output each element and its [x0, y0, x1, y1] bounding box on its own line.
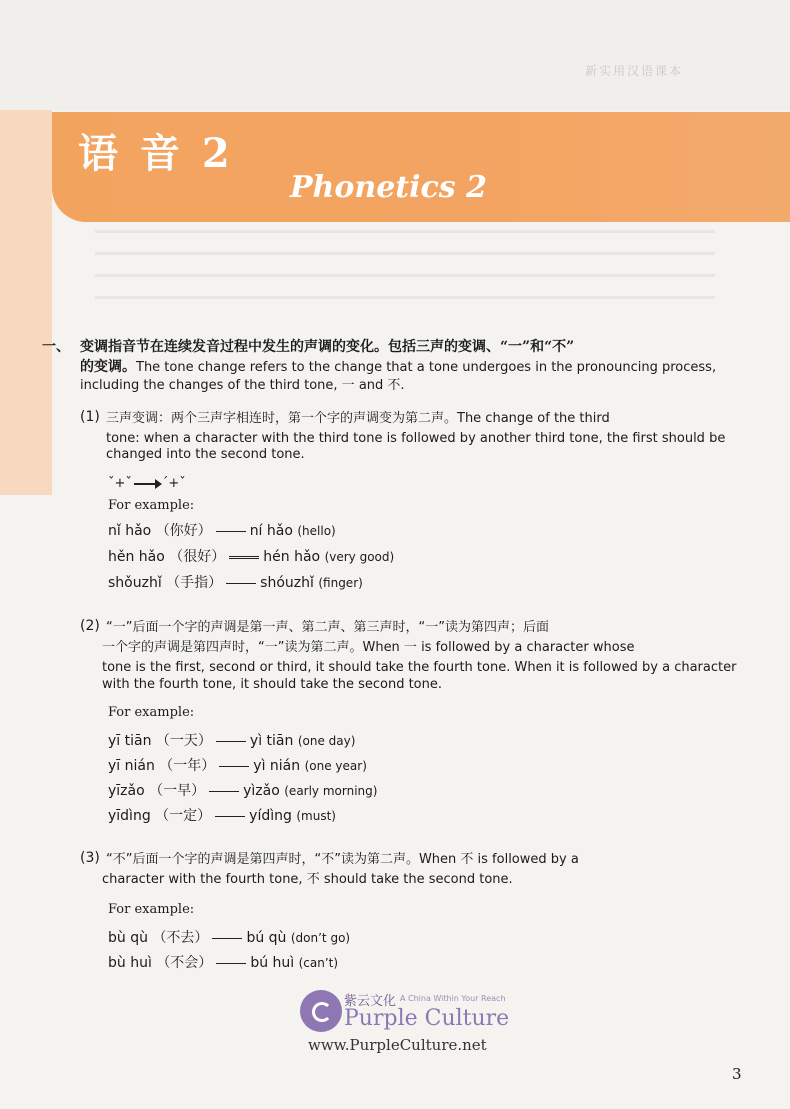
example-pinyin: shǒuzhǐ [108, 575, 162, 591]
example-chars: （不会） [156, 955, 213, 971]
example-pinyin: yīdìng [108, 808, 151, 824]
example-row [108, 520, 336, 540]
show-through-text [95, 230, 715, 310]
example-result: yídìng [249, 808, 292, 824]
dash [226, 583, 256, 584]
part3-label: (3) [80, 850, 100, 866]
example-gloss: (one year) [304, 759, 367, 773]
left-color-band [0, 110, 52, 495]
section-intro-line2-cn: 的变调。 [80, 359, 136, 375]
example-chars: （一定） [155, 808, 212, 824]
watermark-tagline: A China Within Your Reach [400, 994, 506, 1003]
dash [219, 766, 249, 767]
example-pinyin: bù qù [108, 930, 148, 946]
example-gloss: (early morning) [284, 784, 378, 798]
dash [216, 741, 246, 742]
part1-label: (1) [80, 409, 100, 425]
example-row [108, 780, 377, 800]
example-row [108, 572, 363, 592]
example-pinyin: hěn hǎo [108, 549, 165, 565]
example-pinyin: bù huì [108, 955, 152, 971]
example-gloss: (don’t go) [290, 931, 351, 945]
example-gloss: (very good) [324, 550, 395, 564]
section-intro-line1: 变调指音节在连续发音过程中发生的声调的变化。包括三声的变调、“一”和“不” [80, 339, 575, 355]
part1-line1: 三声变调：两个三声字相连时，第一个字的声调变为第二声。The change of the third [106, 411, 610, 426]
watermark-url: www.PurpleCulture.net [308, 1036, 487, 1054]
purple-culture-logo-icon [300, 990, 342, 1032]
section-number: 一、 [42, 339, 70, 355]
example-pinyin: yīzǎo [108, 783, 145, 799]
example-pinyin: nǐ hǎo [108, 523, 152, 539]
example-chars: （手指） [166, 575, 223, 591]
example-gloss: (can’t) [298, 956, 339, 970]
part3-line1: “不”后面一个字的声调是第四声时，“不”读为第二声。When 不 is followed by a [106, 852, 579, 867]
example-result: yìzǎo [243, 783, 280, 799]
example-chars: （一早） [149, 783, 206, 799]
page-number: 3 [732, 1065, 742, 1083]
example-result: ní hǎo [249, 523, 293, 539]
dash [215, 816, 245, 817]
section-intro-line2 [80, 357, 716, 378]
dash [212, 938, 242, 939]
example-row [108, 927, 350, 947]
part2-label: (2) [80, 618, 100, 634]
example-gloss: (must) [296, 809, 336, 823]
example-chars: （一年） [159, 758, 216, 774]
example-gloss: (hello) [297, 524, 336, 538]
part1-line3: changed into the second tone. [106, 447, 305, 462]
part1-example-label: For example: [108, 498, 195, 513]
formula-left: ˇ+ˇ [108, 476, 132, 491]
arrow-icon [134, 483, 160, 485]
section-intro-line2-en: The tone change refers to the change that a tone undergoes in the pronouncing process, [136, 360, 717, 375]
section-intro-line3: including the changes of the third tone, 一 and 不. [80, 378, 405, 393]
example-row [108, 755, 367, 775]
tone-change-formula [108, 476, 186, 491]
formula-right: ˊ+ˇ [161, 476, 186, 491]
example-pinyin: yī tiān [108, 733, 152, 749]
example-chars: （一天） [155, 733, 212, 749]
example-result: shóuzhǐ [260, 575, 314, 591]
chapter-title-cn: 语 音 2 [78, 130, 234, 177]
dash [229, 556, 259, 559]
example-chars: （不去） [152, 930, 209, 946]
part2-line3: tone is the first, second or third, it should take the fourth tone. When it is followed by a character [102, 660, 737, 675]
part2-line2: 一个字的声调是第四声时，“一”读为第二声。When 一 is followed by a character whose [102, 640, 635, 655]
example-result: bú qù [246, 930, 287, 946]
example-row [108, 805, 336, 825]
example-pinyin: yī nián [108, 758, 155, 774]
example-row [108, 730, 355, 750]
part1-line2: tone: when a character with the third tone is followed by another third tone, the first should be [106, 431, 726, 446]
example-gloss: (finger) [318, 576, 363, 590]
watermark-name: Purple Culture [344, 1006, 510, 1031]
watermark-cn: 紫云文化 [344, 994, 397, 1009]
top-strip [0, 0, 790, 110]
part2-example-label: For example: [108, 705, 195, 720]
chapter-title-en: Phonetics 2 [290, 170, 488, 205]
dash [209, 791, 239, 792]
dash [216, 963, 246, 964]
example-chars: （你好） [155, 523, 212, 539]
example-row [108, 952, 338, 972]
dash [216, 531, 246, 532]
part2-line1: “一”后面一个字的声调是第一声、第二声、第三声时，“一”读为第四声；后面 [106, 620, 549, 635]
part2-line4: with the fourth tone, it should take the second tone. [102, 677, 442, 692]
example-gloss: (one day) [297, 734, 356, 748]
example-result: yì tiān [249, 733, 294, 749]
example-row [108, 546, 394, 566]
example-result: bú huì [250, 955, 295, 971]
example-result: hén hǎo [263, 549, 321, 565]
example-chars: （很好） [169, 549, 226, 565]
example-result: yì nián [253, 758, 301, 774]
part3-example-label: For example: [108, 902, 195, 917]
part3-line2: character with the fourth tone, 不 should take the second tone. [102, 872, 513, 887]
running-head: 新实用汉语课本 [585, 64, 684, 78]
